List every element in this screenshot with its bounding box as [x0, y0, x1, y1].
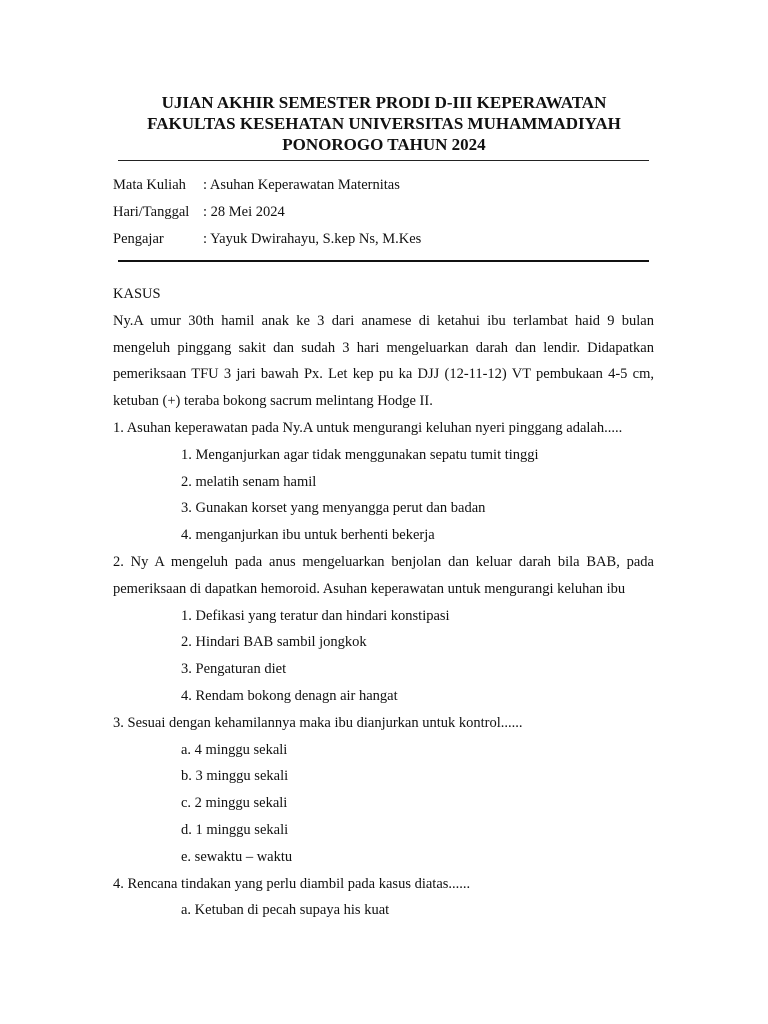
case-text: Ny.A umur 30th hamil anak ke 3 dari anamese di ketahui ibu terlambat haid 9 bulan mengeluh pinggang sakit dan sudah 3 hari mengeluarkan darah dan lendir. Didapatkan pemeriksaan TFU 3 jari bawah Px. Let kep pu ka DJJ (12-11-12) VT pembukaan 4-5 cm, ketuban (+) teraba bokong sacrum melintang Hodge II.	[113, 312, 654, 410]
title-divider	[118, 160, 649, 161]
question-2-option-2: 2. Hindari BAB sambil jongkok	[181, 634, 367, 651]
question-1-option-3: 3. Gunakan korset yang menyangga perut dan badan	[181, 500, 486, 517]
question-3-option-c: c. 2 minggu sekali	[181, 795, 288, 812]
lecturer-label: Pengajar	[113, 231, 164, 247]
question-3-option-e: e. sewaktu – waktu	[181, 848, 293, 865]
lecturer-value: : Yayuk Dwirahayu, S.kep Ns, M.Kes	[203, 231, 422, 247]
date-label: Hari/Tanggal	[113, 204, 190, 220]
course-label: Mata Kuliah	[113, 177, 186, 193]
info-row-date	[113, 201, 653, 228]
exam-content	[113, 281, 654, 924]
question-3-option-d: d. 1 minggu sekali	[181, 821, 289, 838]
question-2-option-1: 1. Defikasi yang teratur dan hindari konstipasi	[181, 607, 450, 624]
title-line-1: UJIAN AKHIR SEMESTER PRODI D-III KEPERAWATAN	[161, 93, 607, 112]
question-4-text: 4. Rencana tindakan yang perlu diambil pada kasus diatas......	[113, 875, 471, 892]
question-1-option-4: 4. menganjurkan ibu untuk berhenti bekerja	[181, 527, 435, 544]
question-3-option-a: a. 4 minggu sekali	[181, 741, 288, 758]
question-1-option-2: 2. melatih senam hamil	[181, 473, 317, 490]
exam-title	[100, 92, 668, 155]
question-2-text: 2. Ny A mengeluh pada anus mengeluarkan benjolan dan keluar darah bila BAB, pada pemeriksaan di dapatkan hemoroid. Asuhan keperawatan untuk mengurangi keluhan ibu	[113, 553, 654, 597]
case-heading: KASUS	[113, 286, 161, 302]
title-line-2: FAKULTAS KESEHATAN UNIVERSITAS MUHAMMADIYAH	[147, 114, 621, 133]
question-2-option-4: 4. Rendam bokong denagn air hangat	[181, 687, 398, 704]
question-3-option-b: b. 3 minggu sekali	[181, 768, 289, 785]
question-2-option-3: 3. Pengaturan diet	[181, 661, 287, 678]
question-1-option-1: 1. Menganjurkan agar tidak menggunakan sepatu tumit tinggi	[181, 446, 539, 463]
exam-info	[113, 174, 653, 255]
course-value: : Asuhan Keperawatan Maternitas	[203, 177, 400, 193]
info-row-course	[113, 174, 653, 201]
question-3-text: 3. Sesuai dengan kehamilannya maka ibu dianjurkan untuk kontrol......	[113, 714, 523, 731]
info-divider	[118, 260, 649, 262]
question-4-option-a: a. Ketuban di pecah supaya his kuat	[181, 902, 390, 919]
question-1-text: 1. Asuhan keperawatan pada Ny.A untuk mengurangi keluhan nyeri pinggang adalah.....	[113, 419, 623, 436]
info-row-lecturer	[113, 228, 653, 255]
title-line-3: PONOROGO TAHUN 2024	[282, 135, 486, 154]
date-value: : 28 Mei 2024	[203, 204, 285, 220]
